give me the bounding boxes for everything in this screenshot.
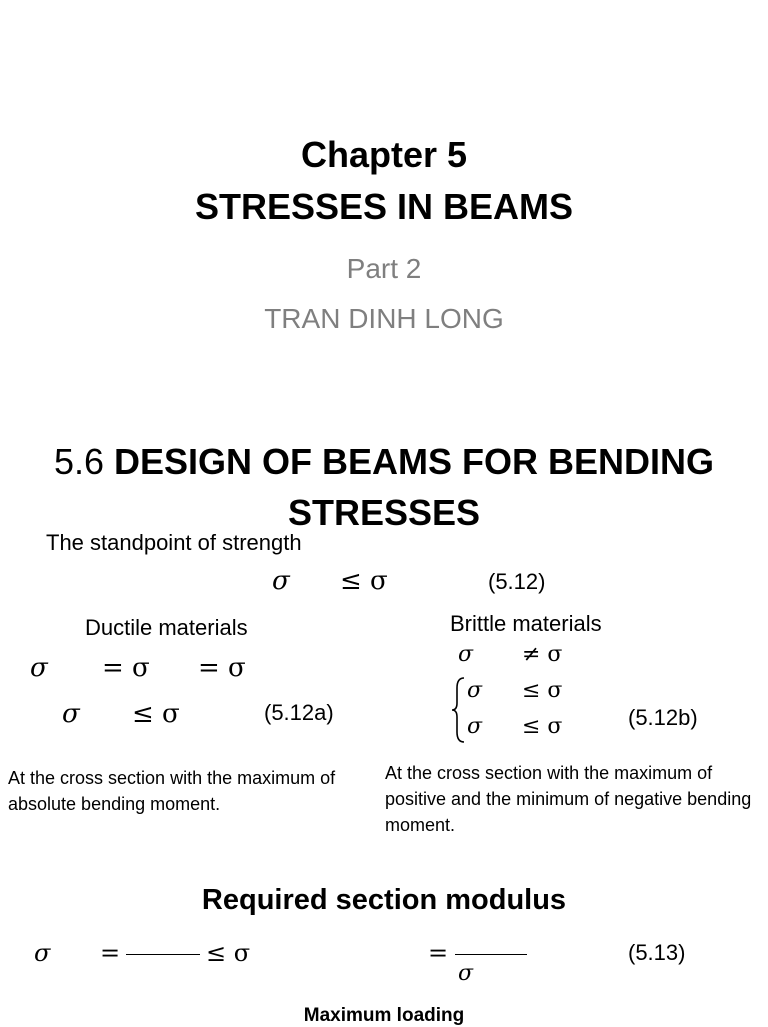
modulus-eq2-equals: = (428, 939, 449, 967)
ductile-eq2-lhs: σ (62, 699, 80, 729)
ductile-eq1-c: = σ (198, 653, 246, 683)
modulus-eq-lhs: σ (34, 939, 51, 967)
brittle-sys1-lhs: σ (467, 678, 483, 703)
section-title-line2: STRESSES (287, 492, 481, 533)
brittle-sys2-lhs: σ (467, 714, 483, 739)
brittle-tag: (5.12b) (628, 705, 698, 730)
section-title-line1: DESIGN OF BEAMS FOR BENDING (114, 441, 715, 482)
section-title (0, 441, 768, 483)
modulus-eq-equals: = (100, 939, 121, 967)
chapter-title: STRESSES IN BEAMS (194, 186, 574, 227)
ductile-eq2-tag: (5.12a) (264, 700, 334, 725)
modulus-eq-le: ≤ σ (206, 939, 251, 967)
brittle-heading: Brittle materials (450, 611, 602, 636)
eq-main-tag: (5.12) (488, 569, 546, 594)
brittle-sys1-rhs: ≤ σ (522, 678, 563, 703)
section-number: 5.6 (53, 441, 104, 482)
ductile-eq1-b: = σ (102, 653, 150, 683)
maximum-loading-text: Maximum loading (303, 1005, 465, 1026)
ductile-heading: Ductile materials (85, 615, 248, 640)
modulus-tag: (5.13) (628, 940, 686, 965)
modulus-heading: Required section modulus (201, 884, 567, 916)
ductile-eq1-a: σ (30, 653, 48, 683)
brittle-eq1-rhs: ≠ σ (522, 642, 563, 667)
part-label: Part 2 (346, 253, 422, 284)
author-name: TRAN DINH LONG (264, 303, 504, 334)
left-brace-icon (450, 676, 466, 744)
eq-main-rhs: ≤ σ (340, 566, 388, 596)
modulus-fraction-bar (126, 954, 200, 955)
ductile-eq2-rhs: ≤ σ (132, 699, 180, 729)
brittle-eq1-lhs: σ (458, 642, 474, 667)
standpoint-text: The standpoint of strength (46, 530, 302, 555)
modulus-fraction-bar-2 (455, 954, 527, 955)
brittle-sys2-rhs: ≤ σ (522, 714, 563, 739)
ductile-note: At the cross section with the maximum of absolute bending moment. (8, 768, 336, 814)
modulus-eq2-denominator: σ (458, 961, 474, 986)
chapter-heading: Chapter 5 (300, 134, 468, 175)
brittle-note: At the cross section with the maximum of positive and the minimum of negative bending moment. (385, 763, 752, 835)
eq-main-lhs: σ (272, 566, 290, 596)
